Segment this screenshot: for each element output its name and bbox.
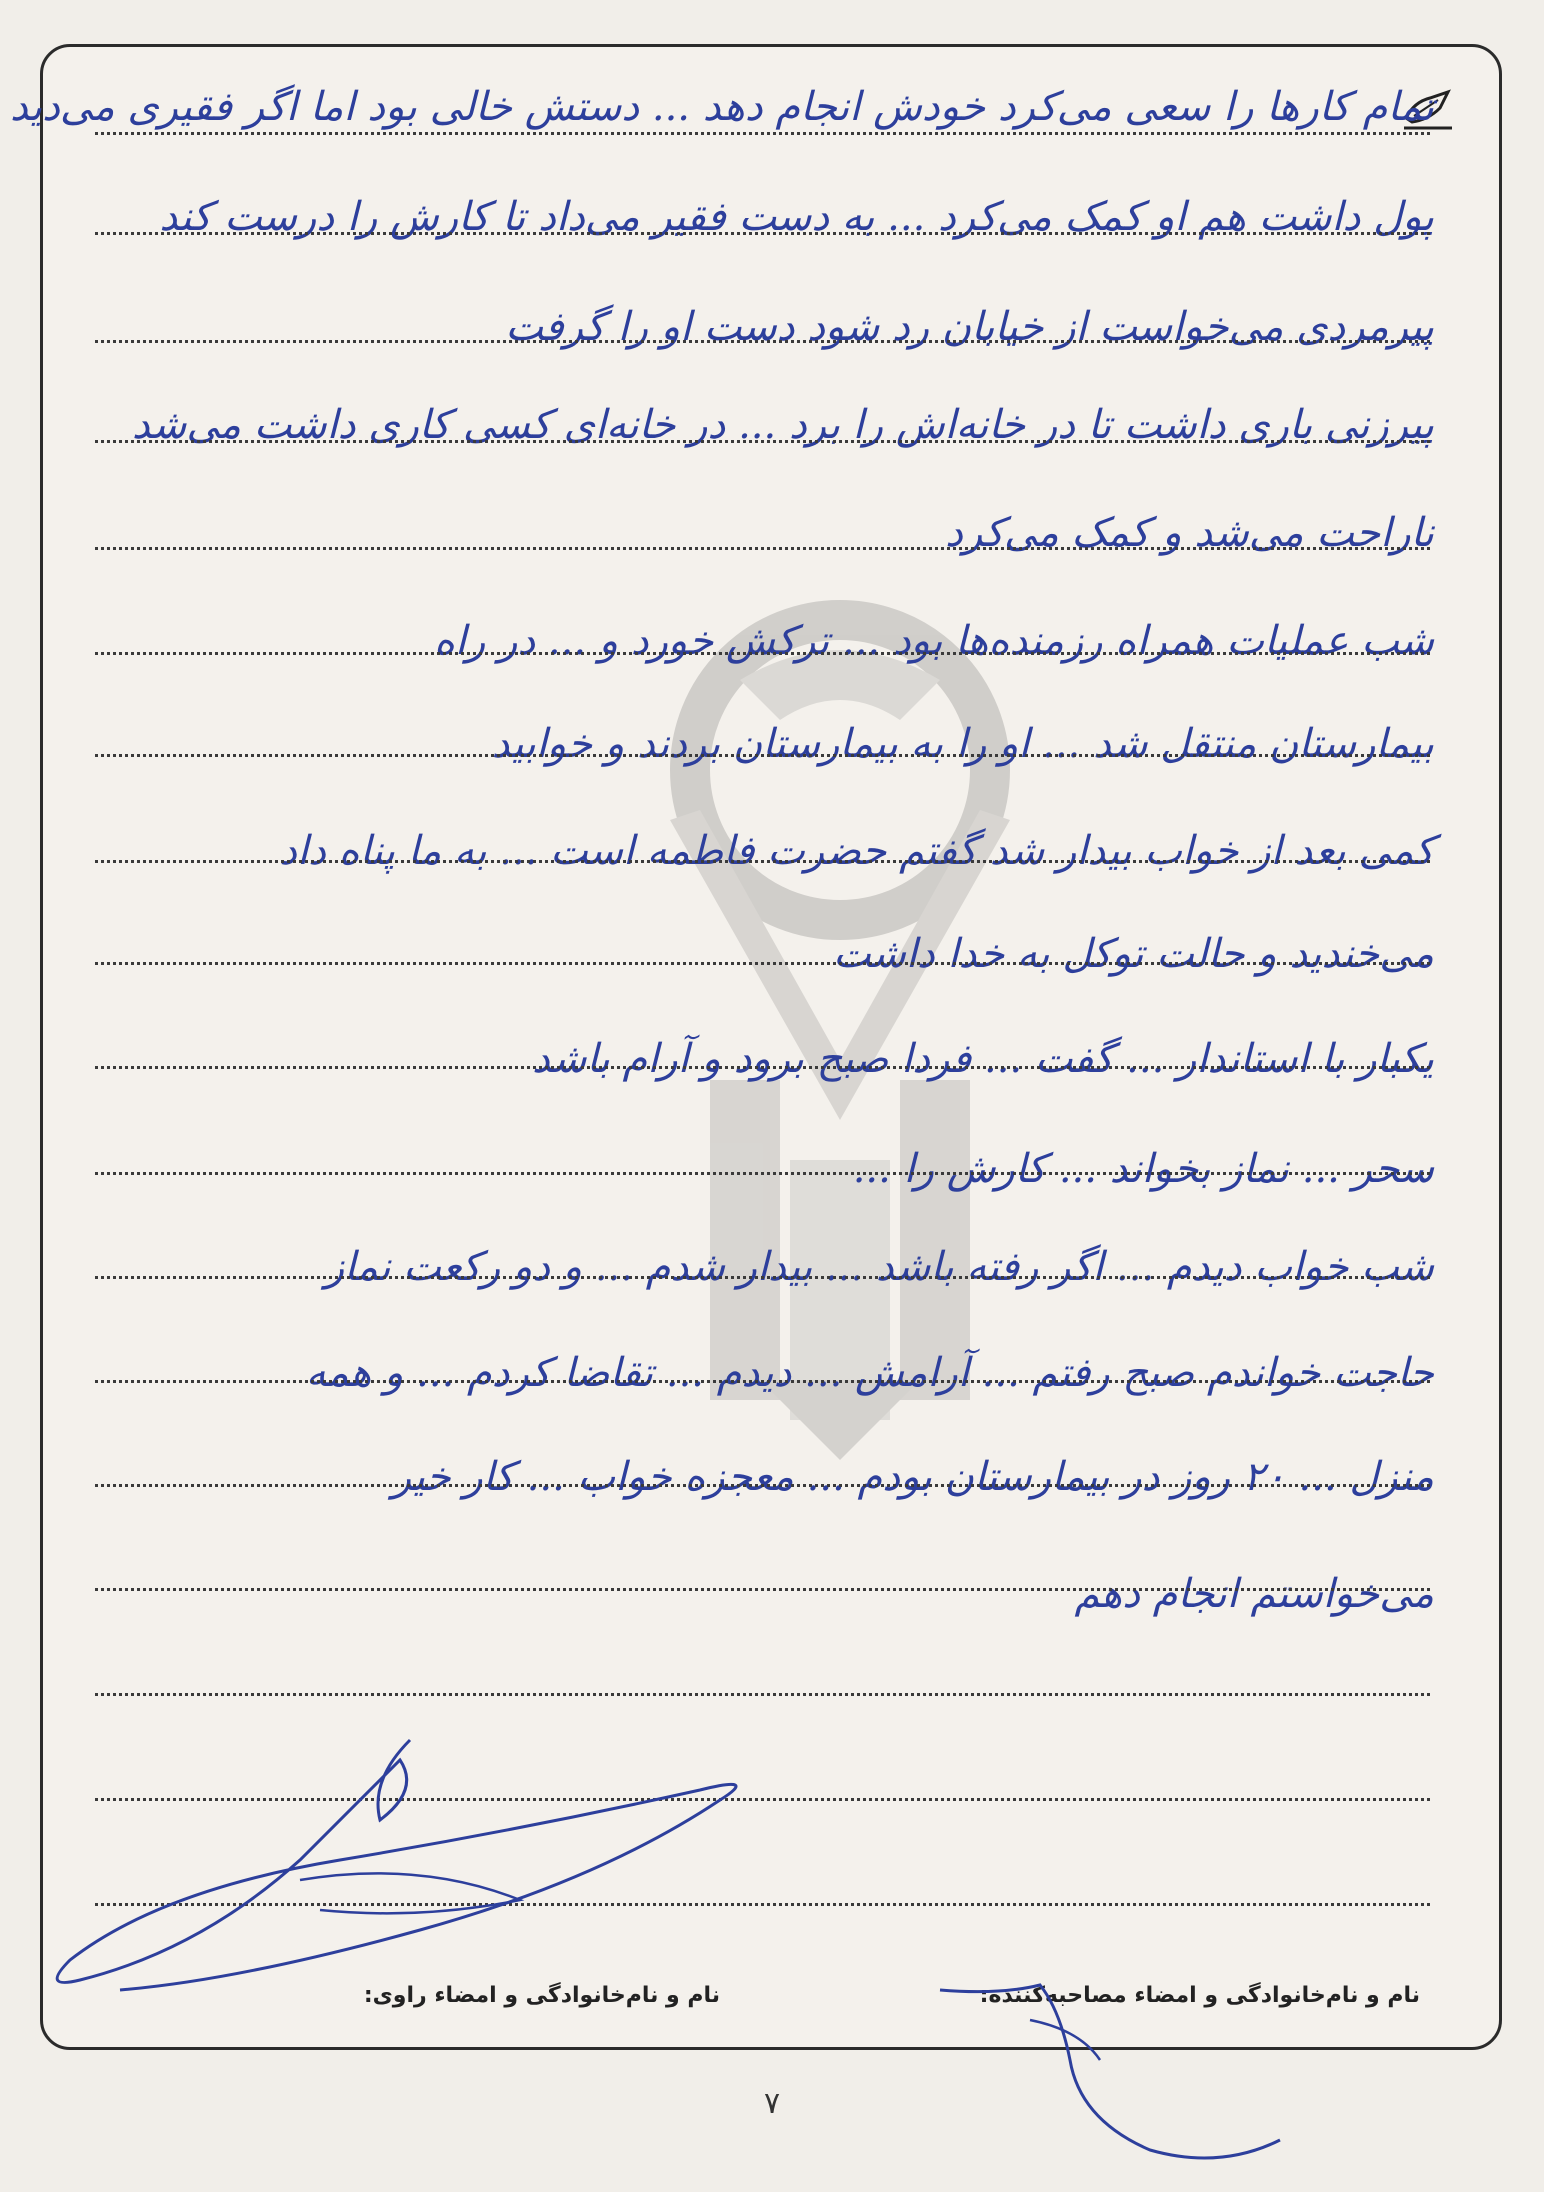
handwritten-line: شب خواب دیدم ... اگر رفته باشد ... بیدار شدم ... و دو رکعت نماز [324, 1244, 1434, 1290]
handwritten-line: کمی بعد از خواب بیدار شد گفتم حضرت فاطمه است ... به ما پناه داد [279, 828, 1434, 874]
dotted-rule [95, 652, 1430, 655]
dotted-rule [95, 1903, 1430, 1906]
page-number: ۷ [763, 2086, 781, 2121]
dotted-rule [95, 1798, 1430, 1801]
handwritten-line: ناراحت می‌شد و کمک می‌کرد [945, 510, 1434, 556]
dotted-rule [95, 232, 1430, 235]
dotted-rule [95, 1172, 1430, 1175]
handwritten-line: پیرزنی باری داشت تا در خانه‌اش را برد ... در خانه‌ای کسی کاری داشت می‌شد [131, 402, 1434, 448]
dotted-rule [95, 1588, 1430, 1591]
interviewer-signature-label: نام و نام‌خانوادگی و امضاء مصاحبه‌کننده: [979, 1983, 1420, 2008]
narrator-signature-label: نام و نام‌خانوادگی و امضاء راوی: [363, 1983, 720, 2008]
handwritten-line: سحر ... نماز بخواند ... کارش را ... [852, 1146, 1434, 1192]
handwritten-line: یکبار با استاندار ... گفت ... فردا صبح برود و آرام باشد [531, 1036, 1434, 1082]
handwritten-line: شب عملیات همراه رزمنده‌ها بود ... ترکش خورد و ... در راه [433, 618, 1434, 664]
dotted-rule [95, 132, 1430, 135]
handwritten-line: منزل ... ۲۰ روز در بیمارستان بودم ... معجزه خواب ... کار خیر [391, 1454, 1434, 1500]
handwritten-line: می‌خندید و حالت توکل به خدا داشت [833, 931, 1434, 977]
dotted-rule [95, 1693, 1430, 1696]
handwritten-line: می‌خواستم انجام دهم [1074, 1571, 1434, 1617]
handwritten-line: پیرمردی می‌خواست از خیابان رد شود دست او را گرفت [505, 304, 1434, 350]
dotted-rule [95, 1066, 1430, 1069]
dotted-rule [95, 1380, 1430, 1383]
dotted-rule [95, 547, 1430, 550]
dotted-rule [95, 1484, 1430, 1487]
dotted-rule [95, 754, 1430, 757]
dotted-rule [95, 962, 1430, 965]
signature-labels [60, 1983, 1460, 2023]
dotted-rule [95, 440, 1430, 443]
handwritten-line: حاجت خواندم صبح رفتم ... آرامش ... دیدم ... تقاضا کردم ... و همه [305, 1350, 1434, 1396]
dotted-rule [95, 340, 1430, 343]
dotted-rule [95, 1276, 1430, 1279]
handwritten-line: بیمارستان منتقل شد ... او را به بیمارستان بردند و خوابید [491, 721, 1434, 767]
handwritten-line: تمام کارها را سعی می‌کرد خودش انجام دهد ... دستش خالی بود اما اگر فقیری می‌دید [9, 84, 1434, 130]
dotted-rule [95, 860, 1430, 863]
handwritten-line: پول داشت هم او کمک می‌کرد ... به دست فقیر می‌داد تا کارش را درست کند [159, 194, 1434, 240]
